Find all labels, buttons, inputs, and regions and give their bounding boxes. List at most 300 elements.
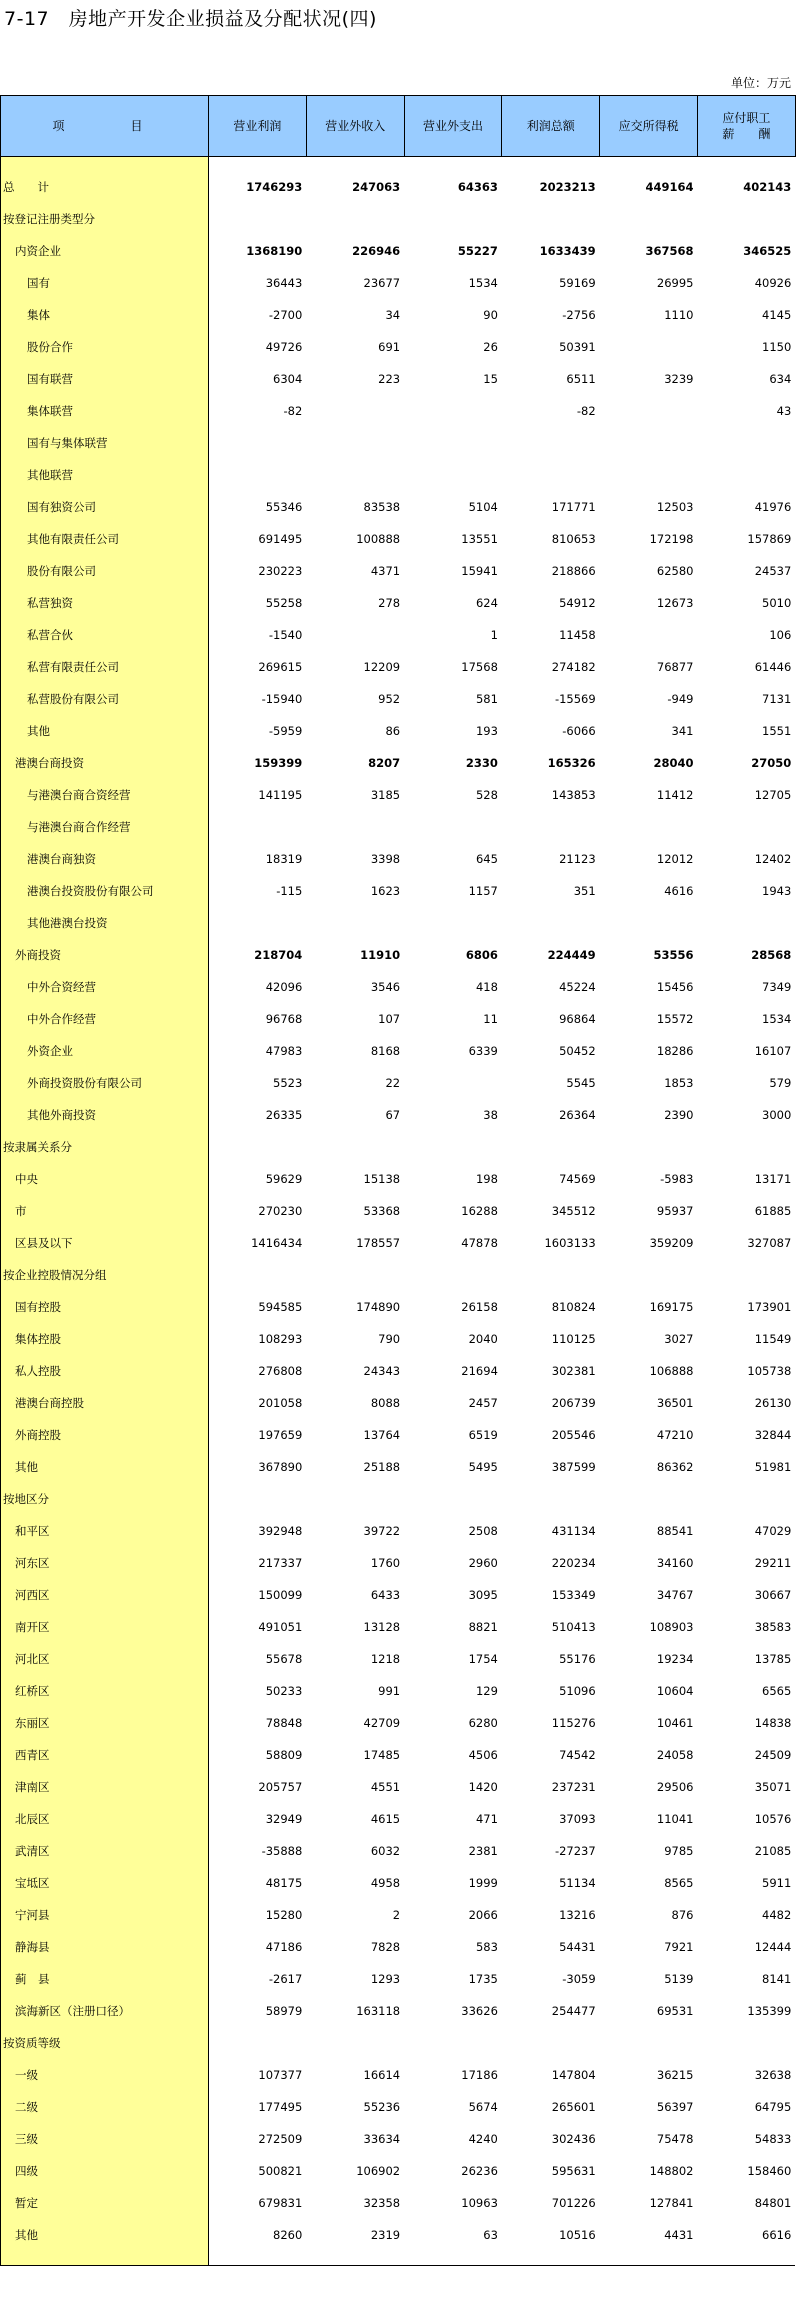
value-cell: 1157 [468,884,498,898]
value-cell: 22 [385,1076,401,1090]
row-label: 外商投资股份有限公司 [1,1067,209,1099]
table-row [1,1611,796,1643]
value-cell: -82 [283,404,303,418]
value-cell: 341 [671,724,694,738]
value-cell: 55176 [559,1652,596,1666]
value-cell: 24343 [363,1364,401,1378]
value-cell: 491051 [258,1620,303,1634]
header-column: 营业外支出 [404,96,502,157]
value-cell: 26335 [265,1108,303,1122]
value-cell: 105738 [747,1364,792,1378]
row-label: 外商控股 [1,1419,209,1451]
value-cell: 17186 [461,2068,498,2082]
value-cell: 346525 [743,244,792,258]
value-cell: 100888 [356,532,401,546]
value-cell: 1754 [468,1652,498,1666]
row-label: 与港澳台商合资经营 [1,779,209,811]
value-cell: 11910 [360,948,401,962]
value-cell: 274182 [551,660,596,674]
value-cell: 106 [769,628,792,642]
value-cell: 5104 [468,500,498,514]
value-cell: 159399 [254,756,303,770]
value-cell: 224449 [547,948,596,962]
row-label: 中外合资经营 [1,971,209,1003]
value-cell: 1 [490,628,498,642]
value-cell: 2960 [468,1556,498,1570]
value-cell: 106888 [649,1364,694,1378]
value-cell [209,427,307,459]
table-row [1,2155,796,2187]
value-cell: 8821 [468,1620,498,1634]
value-cell: 13551 [461,532,498,546]
value-cell: 220234 [551,1556,596,1570]
value-cell: 2390 [664,1108,694,1122]
table-row [1,1387,796,1419]
value-cell [306,619,404,651]
table-row [1,1195,796,1227]
row-label: 滨海新区（注册口径） [1,1995,209,2027]
value-cell: 1293 [370,1972,401,1986]
row-label: 集体 [1,299,209,331]
value-cell: -82 [576,404,596,418]
value-cell: 50233 [265,1684,303,1698]
value-cell: 810653 [551,532,596,546]
value-cell: 153349 [551,1588,596,1602]
table-row [1,939,796,971]
value-cell: 33634 [363,2132,401,2146]
table-row [1,2187,796,2219]
value-cell: 172198 [649,532,694,546]
table-header [1,96,796,157]
value-cell: 11412 [656,788,694,802]
value-cell: 30667 [754,1588,792,1602]
value-cell: 4616 [664,884,694,898]
data-table-container [0,95,795,2266]
value-cell: 4431 [664,2228,694,2242]
spacer-cell [697,157,795,172]
table-row [1,1067,796,1099]
header-column: 应付职工 薪 酬 [697,96,795,157]
value-cell: 28568 [751,948,792,962]
value-cell: 26158 [461,1300,498,1314]
value-cell [404,1131,502,1163]
table-row [1,523,796,555]
value-cell: 26130 [754,1396,792,1410]
table-row [1,1931,796,1963]
row-label: 其他 [1,1451,209,1483]
value-cell: 15456 [656,980,694,994]
value-cell: 205757 [258,1780,303,1794]
value-cell [697,907,795,939]
value-cell [502,1259,600,1291]
row-label: 内资企业 [1,235,209,267]
value-cell: 32844 [754,1428,792,1442]
value-cell: -115 [276,884,303,898]
value-cell: 74569 [559,1172,596,1186]
spacer-cell [697,2251,795,2266]
value-cell: 6806 [465,948,498,962]
value-cell [209,907,307,939]
data-table [0,95,796,2266]
value-cell: 110125 [551,1332,596,1346]
value-cell: 61446 [754,660,792,674]
value-cell: 58979 [265,2004,303,2018]
value-cell: 54912 [559,596,596,610]
value-cell [600,1259,698,1291]
spacer-cell [1,157,209,172]
value-cell: 64795 [754,2100,792,2114]
value-cell [209,1131,307,1163]
row-label: 港澳台商独资 [1,843,209,875]
value-cell: 4506 [468,1748,498,1762]
value-cell: 645 [475,852,498,866]
value-cell: 59169 [559,276,596,290]
value-cell: 418 [475,980,498,994]
value-cell: 1760 [370,1556,401,1570]
table-row [1,1355,796,1387]
row-label: 国有独资公司 [1,491,209,523]
value-cell: 4482 [762,1908,792,1922]
value-cell: 6280 [468,1716,498,1730]
row-label: 私营有限责任公司 [1,651,209,683]
value-cell [502,427,600,459]
value-cell: 193 [475,724,498,738]
value-cell: 351 [573,884,596,898]
spacer-row [1,157,796,172]
value-cell: 205546 [551,1428,596,1442]
value-cell: 107 [378,1012,401,1026]
row-label: 其他港澳台投资 [1,907,209,939]
row-label: 按地区分 [1,1483,209,1515]
value-cell: 13171 [754,1172,792,1186]
value-cell: -3059 [562,1972,596,1986]
value-cell: 19234 [656,1652,694,1666]
row-label: 津南区 [1,1771,209,1803]
row-label: 红桥区 [1,1675,209,1707]
value-cell: 1999 [468,1876,498,1890]
value-cell: 106902 [356,2164,401,2178]
spacer-row [1,2251,796,2266]
unit-label: 单位：万元 [730,76,791,90]
spacer-cell [209,157,307,172]
row-label: 武清区 [1,1835,209,1867]
value-cell [697,1131,795,1163]
value-cell: 62580 [656,564,694,578]
value-cell: 141195 [258,788,303,802]
value-cell: 15280 [265,1908,303,1922]
value-cell [306,1131,404,1163]
table-row [1,363,796,395]
value-cell: 6433 [370,1588,401,1602]
row-label: 集体控股 [1,1323,209,1355]
value-cell: 69531 [656,2004,694,2018]
value-cell: 15572 [656,1012,694,1026]
value-cell: 1551 [762,724,792,738]
value-cell: 3546 [370,980,401,994]
value-cell: 691495 [258,532,303,546]
row-label: 按隶属关系分 [1,1131,209,1163]
value-cell: 27050 [751,756,792,770]
value-cell: 10516 [559,2228,596,2242]
value-cell: 218704 [254,948,303,962]
value-cell [502,811,600,843]
value-cell: 157869 [747,532,792,546]
value-cell [404,427,502,459]
row-label: 国有控股 [1,1291,209,1323]
value-cell: 37093 [559,1812,596,1826]
value-cell: 108903 [649,1620,694,1634]
value-cell: 679831 [258,2196,303,2210]
value-cell: 55258 [265,596,303,610]
row-label: 集体联营 [1,395,209,427]
value-cell [697,203,795,235]
value-cell [600,1131,698,1163]
value-cell [404,459,502,491]
value-cell: 345512 [551,1204,596,1218]
value-cell: 1420 [468,1780,498,1794]
value-cell: 359209 [649,1236,694,1250]
spacer-cell [306,2251,404,2266]
value-cell: 2023213 [539,180,596,194]
row-label: 总 计 [1,171,209,203]
value-cell: 96768 [265,1012,303,1026]
row-label: 其他 [1,715,209,747]
value-cell: 8207 [368,756,401,770]
value-cell: 302381 [551,1364,596,1378]
table-row [1,1451,796,1483]
value-cell: 23677 [363,276,401,290]
value-cell: 991 [378,1684,401,1698]
value-cell [209,459,307,491]
row-label: 国有与集体联营 [1,427,209,459]
value-cell: 13128 [363,1620,401,1634]
value-cell: 171771 [551,500,596,514]
value-cell [600,395,698,427]
value-cell: 1853 [664,1076,694,1090]
row-label: 港澳台投资股份有限公司 [1,875,209,907]
value-cell: 42096 [265,980,303,994]
value-cell: 165326 [547,756,596,770]
value-cell: 2381 [468,1844,498,1858]
value-cell: 29506 [656,1780,694,1794]
value-cell: 265601 [551,2100,596,2114]
value-cell: 36443 [265,276,303,290]
value-cell: 16614 [363,2068,401,2082]
value-cell: 5523 [273,1076,303,1090]
table-row [1,203,796,235]
value-cell: 35071 [754,1780,792,1794]
value-cell: 12209 [363,660,401,674]
value-cell: 10963 [461,2196,498,2210]
table-row [1,395,796,427]
value-cell: 41976 [754,500,792,514]
value-cell: 1623 [370,884,401,898]
value-cell: 75478 [656,2132,694,2146]
value-cell: 230223 [258,564,303,578]
value-cell: 3027 [664,1332,694,1346]
value-cell: 500821 [258,2164,303,2178]
value-cell [209,203,307,235]
table-row [1,267,796,299]
value-cell: 6519 [468,1428,498,1442]
value-cell: 4615 [370,1812,401,1826]
value-cell: 21123 [559,852,596,866]
value-cell [697,459,795,491]
value-cell: 226946 [352,244,401,258]
value-cell [697,2027,795,2059]
value-cell: 55346 [265,500,303,514]
spacer-cell [600,157,698,172]
value-cell: 47029 [754,1524,792,1538]
row-label: 宁河县 [1,1899,209,1931]
row-label: 其他 [1,2219,209,2251]
table-row [1,747,796,779]
value-cell [404,395,502,427]
value-cell: 178557 [356,1236,401,1250]
value-cell: 278 [378,596,401,610]
value-cell: -1540 [268,628,303,642]
value-cell: 1633439 [539,244,596,258]
value-cell: -5983 [660,1172,694,1186]
value-cell [600,2027,698,2059]
value-cell: 11 [483,1012,498,1026]
value-cell: -5959 [268,724,303,738]
value-cell [600,331,698,363]
table-row [1,651,796,683]
value-cell: 9785 [664,1844,694,1858]
value-cell: 11041 [656,1812,694,1826]
value-cell: 5495 [468,1460,498,1474]
value-cell [502,203,600,235]
value-cell: 579 [769,1076,792,1090]
value-cell: 24537 [754,564,792,578]
value-cell: 431134 [551,1524,596,1538]
value-cell: 8141 [762,1972,792,1986]
table-row [1,811,796,843]
value-cell: 34160 [656,1556,694,1570]
table-row [1,1995,796,2027]
row-label: 其他联营 [1,459,209,491]
value-cell: 223 [378,372,401,386]
value-cell: 10604 [656,1684,694,1698]
value-cell: 64363 [457,180,498,194]
spacer-cell [404,2251,502,2266]
value-cell: 2 [392,1908,401,1922]
value-cell: 3000 [762,1108,792,1122]
row-label: 私营独资 [1,587,209,619]
value-cell: 47210 [656,1428,694,1442]
value-cell [306,459,404,491]
value-cell: 177495 [258,2100,303,2114]
value-cell: 45224 [559,980,596,994]
value-cell: 387599 [551,1460,596,1474]
row-label: 与港澳台商合作经营 [1,811,209,843]
row-label: 国有联营 [1,363,209,395]
row-label: 西青区 [1,1739,209,1771]
value-cell: 6511 [566,372,596,386]
value-cell: 34767 [656,1588,694,1602]
value-cell: 3239 [664,372,694,386]
value-cell: 272509 [258,2132,303,2146]
value-cell: 7921 [664,1940,694,1954]
value-cell: 14838 [754,1716,792,1730]
table-row [1,331,796,363]
value-cell: 36215 [656,2068,694,2082]
value-cell [306,1483,404,1515]
value-cell: 21694 [461,1364,498,1378]
value-cell: 5545 [566,1076,596,1090]
value-cell: 12012 [656,852,694,866]
value-cell: 8260 [273,2228,303,2242]
row-label: 私营合伙 [1,619,209,651]
value-cell: 17568 [461,660,498,674]
value-cell: 59629 [265,1172,303,1186]
value-cell: 86 [385,724,401,738]
value-cell: 3398 [370,852,401,866]
value-cell: 15138 [363,1172,401,1186]
value-cell: 12444 [754,1940,792,1954]
value-cell: 8565 [664,1876,694,1890]
value-cell: 18319 [265,852,303,866]
value-cell: 40926 [754,276,792,290]
value-cell [600,459,698,491]
value-cell: 56397 [656,2100,694,2114]
row-label: 四级 [1,2155,209,2187]
value-cell [306,427,404,459]
header-row [1,96,796,157]
value-cell [697,427,795,459]
value-cell: 127841 [649,2196,694,2210]
table-row [1,1547,796,1579]
value-cell: 1218 [370,1652,401,1666]
value-cell: 1603133 [544,1236,596,1250]
value-cell: 327087 [747,1236,792,1250]
value-cell: 24509 [754,1748,792,1762]
value-cell: 6304 [273,372,303,386]
value-cell: 269615 [258,660,303,674]
value-cell: 33626 [461,2004,498,2018]
value-cell: 25188 [363,1460,401,1474]
value-cell: 18286 [656,1044,694,1058]
spacer-cell [600,2251,698,2266]
value-cell [306,811,404,843]
table-row [1,1867,796,1899]
value-cell: 54431 [559,1940,596,1954]
page-title: 7-17 房地产开发企业损益及分配状况(四) [4,8,377,30]
value-cell: 29211 [754,1556,792,1570]
table-row [1,683,796,715]
value-cell: -15569 [554,692,596,706]
table-row [1,587,796,619]
table-row [1,1323,796,1355]
value-cell: 367568 [645,244,694,258]
value-cell: 952 [378,692,401,706]
value-cell [600,811,698,843]
value-cell [502,2027,600,2059]
value-cell [209,2027,307,2059]
value-cell: 26364 [559,1108,596,1122]
value-cell: 471 [475,1812,498,1826]
value-cell: 74542 [559,1748,596,1762]
header-column: 营业利润 [209,96,307,157]
value-cell: 276808 [258,1364,303,1378]
table-row [1,2091,796,2123]
value-cell: 4145 [762,308,792,322]
value-cell [404,811,502,843]
value-cell: 11549 [754,1332,792,1346]
value-cell: 1534 [762,1012,792,1026]
value-cell: 32358 [363,2196,401,2210]
